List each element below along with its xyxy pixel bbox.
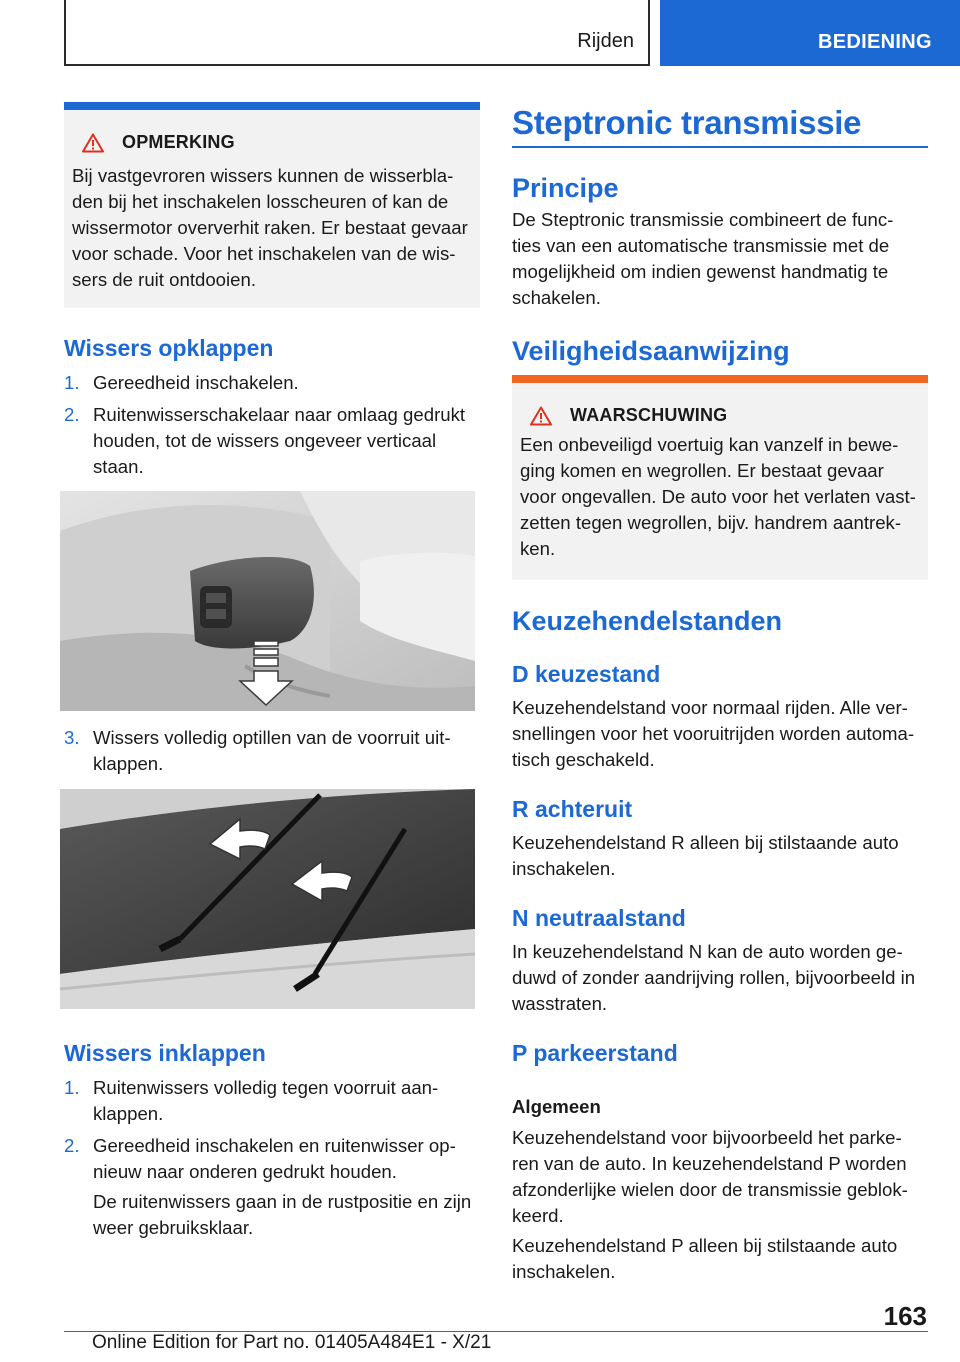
text-line: schakelen. — [512, 287, 601, 308]
header-chapter-label: BEDIENING — [818, 31, 932, 53]
step-text: Gereedheid inschakelen en ruitenwisser op- — [93, 1135, 456, 1156]
step-text: Wissers volledig optillen van de voorruit uit- — [93, 727, 451, 748]
p-position-text — [512, 1125, 928, 1229]
list-item — [64, 725, 480, 777]
wipers-windshield-illustration — [60, 789, 475, 1009]
step-text: houden, tot de wissers ongeveer verticaal — [93, 430, 437, 451]
list-item — [64, 370, 480, 396]
text-line: tisch geschakeld. — [512, 749, 655, 770]
list-item — [64, 402, 480, 480]
list-item — [64, 1075, 480, 1127]
warning-line: Een onbeveiligd voertuig kan vanzelf in bewe- — [520, 434, 899, 455]
warning-title: WAARSCHUWING — [570, 405, 728, 425]
step-number: 1. — [64, 1077, 80, 1098]
step-note-text: De ruitenwissers gaan in de rustpositie en zijn — [93, 1191, 472, 1212]
title-rule — [512, 146, 928, 148]
n-position-text — [512, 939, 928, 1017]
text-line: inschakelen. — [512, 1261, 616, 1282]
text-line: wasstraten. — [512, 993, 608, 1014]
wiper-switch-figure — [60, 491, 475, 711]
step-note-text: weer gebruiksklaar. — [93, 1217, 254, 1238]
text-line: ren van de auto. In keuzehendelstand P worden — [512, 1153, 907, 1174]
text-line: Keuzehendelstand R alleen bij stilstaande auto — [512, 832, 899, 853]
page-title: Steptronic transmissie — [512, 104, 862, 141]
notice-line: Bij vastgevroren wissers kunnen de wisserbla- — [72, 165, 454, 186]
step-text: staan. — [93, 456, 144, 477]
text-line: ties van een automatische transmissie met de — [512, 235, 890, 256]
footer-edition: Online Edition for Part no. 01405A484E1 - X/21 — [92, 1332, 492, 1353]
warning-text — [520, 432, 922, 562]
notice-line: wissermotor oververhit raken. Er bestaat gevaar — [72, 217, 468, 238]
text-line: snellingen voor het vooruitrijden worden automa- — [512, 723, 915, 744]
step-number: 2. — [64, 1135, 80, 1156]
text-line: mogelijkheid om indien gewenst handmatig te — [512, 261, 889, 282]
notice-box — [64, 102, 480, 308]
fold-down-heading: Wissers inklappen — [64, 1040, 266, 1066]
step-number: 1. — [64, 372, 80, 393]
safety-heading: Veiligheidsaanwijzing — [512, 336, 790, 366]
warning-line: voor ongevallen. De auto voor het verlaten vast- — [520, 486, 916, 507]
notice-text — [72, 163, 474, 293]
warning-line: ging komen en wegrollen. Er bestaat gevaar — [520, 460, 884, 481]
step-text: Ruitenwissers volledig tegen voorruit aan- — [93, 1077, 439, 1098]
fold-up-heading: Wissers opklappen — [64, 335, 274, 361]
n-position-heading: N neutraalstand — [512, 905, 686, 931]
warning-heading — [530, 405, 727, 426]
d-position-text — [512, 695, 928, 773]
text-line: In keuzehendelstand N kan de auto worden ge- — [512, 941, 903, 962]
principe-heading: Principe — [512, 173, 619, 203]
p-position-subheading: Algemeen — [512, 1096, 601, 1117]
text-line: Keuzehendelstand voor normaal rijden. Alle ver- — [512, 697, 908, 718]
warning-box — [512, 375, 928, 580]
principe-text — [512, 207, 928, 311]
r-position-text — [512, 830, 928, 882]
header-section-label: Rijden — [577, 30, 634, 52]
page-number: 163 — [883, 1301, 927, 1331]
header-chapter-tab — [660, 0, 960, 66]
warning-triangle-icon — [530, 406, 552, 426]
text-line: Keuzehendelstand P alleen bij stilstaande auto — [512, 1235, 898, 1256]
text-line: afzonderlijke wielen door de transmissie geblok- — [512, 1179, 908, 1200]
p-position-text-2 — [512, 1233, 928, 1285]
step-text: nieuw naar onderen gedrukt houden. — [93, 1161, 397, 1182]
notice-line: den bij het inschakelen losscheuren of kan de — [72, 191, 449, 212]
text-line: Keuzehendelstand voor bijvoorbeeld het parke- — [512, 1127, 902, 1148]
step-number: 2. — [64, 404, 80, 425]
step-text: klappen. — [93, 1103, 164, 1124]
warning-line: ken. — [520, 538, 556, 559]
wipers-windshield-figure — [60, 789, 475, 1009]
list-item — [64, 1133, 480, 1185]
p-position-heading: P parkeerstand — [512, 1040, 678, 1066]
positions-heading: Keuzehendelstanden — [512, 606, 783, 636]
text-line: keerd. — [512, 1205, 564, 1226]
step-text: klappen. — [93, 753, 164, 774]
notice-heading — [82, 132, 235, 153]
text-line: inschakelen. — [512, 858, 616, 879]
warning-line: zetten tegen wegrollen, bijv. handrem aantrek- — [520, 512, 902, 533]
r-position-heading: R achteruit — [512, 796, 633, 822]
warning-bar — [512, 375, 928, 383]
header-section-box — [64, 0, 650, 66]
step-note — [64, 1189, 480, 1241]
warning-triangle-icon — [82, 133, 104, 153]
notice-title: OPMERKING — [122, 132, 235, 152]
text-line: De Steptronic transmissie combineert de func- — [512, 209, 894, 230]
step-text: Gereedheid inschakelen. — [93, 372, 299, 393]
notice-bar — [64, 102, 480, 110]
step-text: Ruitenwisserschakelaar naar omlaag gedrukt — [93, 404, 466, 425]
wiper-switch-illustration — [60, 491, 475, 711]
notice-line: voor schade. Voor het inschakelen van de wis- — [72, 243, 456, 264]
step-number: 3. — [64, 727, 80, 748]
text-line: duwd of zonder aandrijving rollen, bijvoorbeeld in — [512, 967, 916, 988]
notice-line: sers de ruit ontdooien. — [72, 269, 256, 290]
d-position-heading: D keuzestand — [512, 661, 661, 687]
